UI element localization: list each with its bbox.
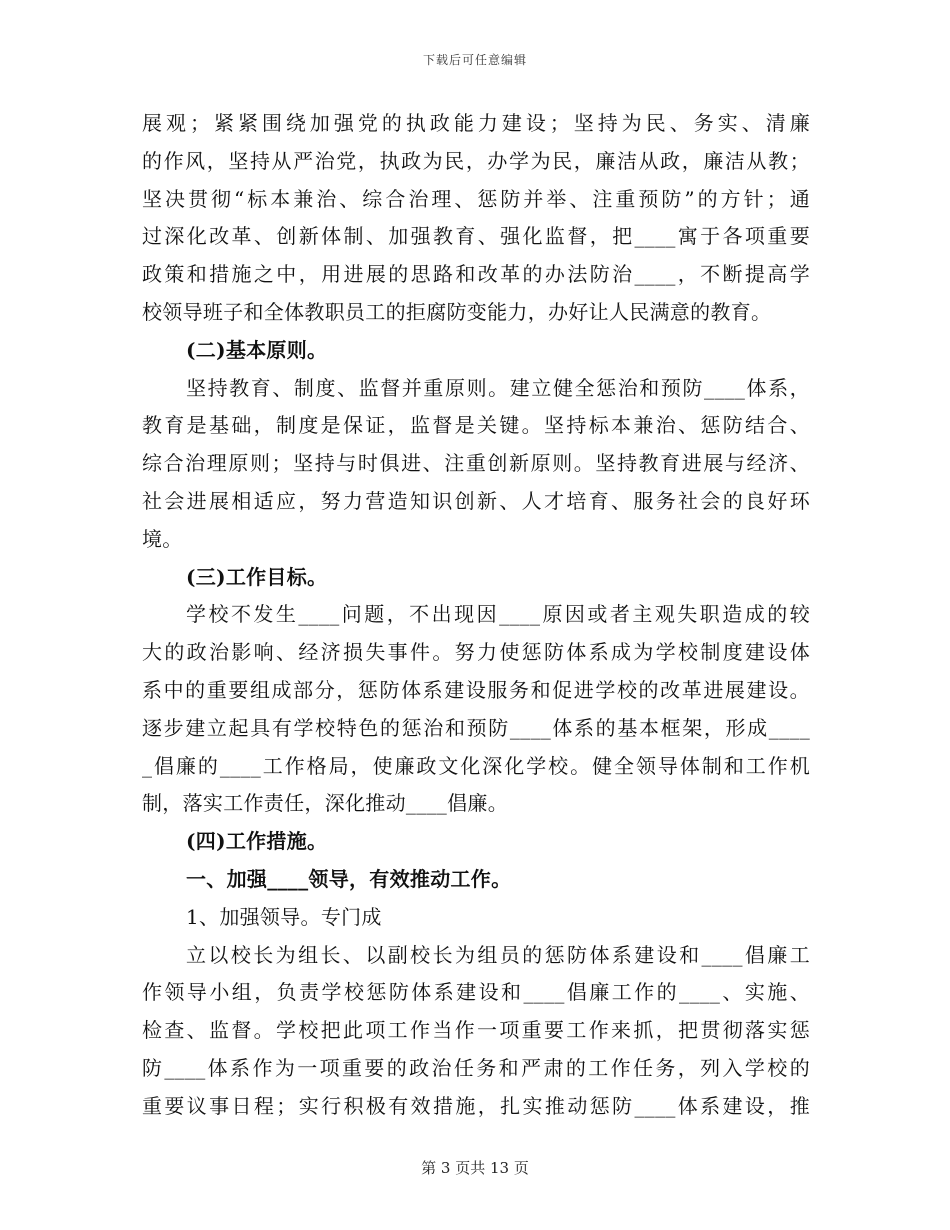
text-line: 作领导小组，负责学校惩防体系建设和____倡廉工作的____、实施、: [142, 980, 810, 1005]
item-heading: 1、加强领导。专门成: [186, 904, 382, 929]
text-line: 立以校长为组长、以副校长为组员的惩防体系建设和____倡廉工: [186, 942, 810, 967]
text-line: 政策和措施之中，用进展的思路和改革的办法防治____，不断提高学: [142, 262, 810, 287]
text-line: 坚持教育、制度、监督并重原则。建立健全惩治和预防____体系，: [186, 375, 810, 400]
text-line: 过深化改革、创新体制、加强教育、强化监督，把____寓于各项重要: [142, 224, 810, 249]
text-line: 制，落实工作责任，深化推动____倡廉。: [142, 791, 508, 816]
text-line: 检查、监督。学校把此项工作当作一项重要工作来抓，把贯彻落实惩: [142, 1018, 810, 1043]
section-heading: (四)工作措施。: [186, 829, 328, 854]
text-line: 重要议事日程；实行积极有效措施，扎实推动惩防____体系建设，推: [142, 1093, 810, 1118]
document-body: [142, 105, 810, 1126]
text-line: 系中的重要组成部分，惩防体系建设服务和促进学校的改革进展建设。: [142, 677, 810, 702]
text-line: 的作风，坚持从严治党，执政为民，办学为民，廉洁从政，廉洁从教；: [142, 148, 810, 173]
text-line: 教育是基础，制度是保证，监督是关键。坚持标本兼治、惩防结合、: [142, 413, 810, 438]
text-line: 校领导班子和全体教职员工的拒腐防变能力，办好让人民满意的教育。: [142, 299, 772, 324]
section-heading: (二)基本原则。: [186, 337, 328, 362]
text-line: 防____体系作为一项重要的政治任务和严肃的工作任务，列入学校的: [142, 1055, 810, 1080]
text-line: 综合治理原则；坚持与时俱进、注重创新原则。坚持教育进展与经济、: [142, 451, 810, 476]
text-line: _倡廉的____工作格局，使廉政文化深化学校。健全领导体制和工作机: [142, 753, 810, 778]
text-line: 展观；紧紧围绕加强党的执政能力建设；坚持为民、务实、清廉: [142, 111, 810, 135]
subsection-heading: 一、加强____领导，有效推动工作。: [186, 866, 512, 891]
page-header: 下载后可任意编辑: [422, 53, 527, 67]
text-line: 学校不发生____问题，不出现因____原因或者主观失职造成的较: [186, 602, 810, 627]
text-line: 境。: [142, 526, 183, 551]
text-line: 大的政治影响、经济损失事件。努力使惩防体系成为学校制度建设体: [142, 640, 810, 665]
section-heading: (三)工作目标。: [186, 564, 328, 589]
text-line: 坚决贯彻“标本兼治、综合治理、惩防并举、注重预防”的方针；通: [142, 186, 810, 211]
text-line: 社会进展相适应，努力营造知识创新、人才培育、服务社会的良好环: [142, 488, 810, 513]
text-line: 逐步建立起具有学校特色的惩治和预防____体系的基本框架，形成____: [142, 715, 810, 740]
page-number: 第 3 页共 13 页: [421, 1159, 529, 1177]
